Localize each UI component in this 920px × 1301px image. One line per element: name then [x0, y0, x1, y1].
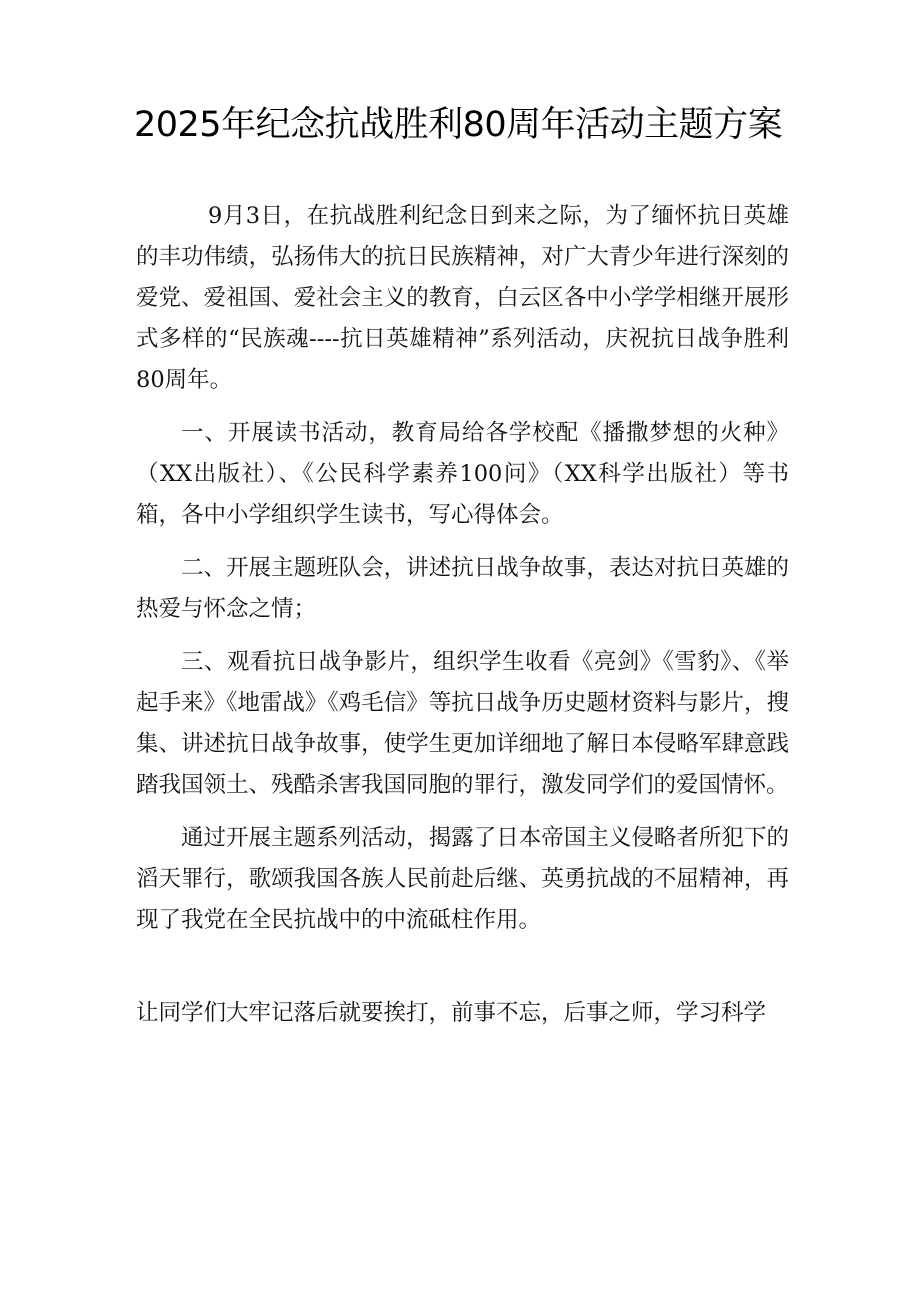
document-title: 2025年纪念抗战胜利80周年活动主题方案 — [134, 105, 783, 145]
paragraph-intro: 9月3日，在抗战胜利纪念日到来之际，为了缅怀抗日英雄的丰功伟绩，弘扬伟大的抗日民族精神，对广大青少年进行深刻的爱党、爱祖国、爱社会主义的教育，白云区各中小学学相继开展形式多样的“民族魂----抗日英雄精神”系列活动，庆祝抗日战争胜利80周年。 — [136, 203, 789, 393]
document-body — [136, 196, 789, 1046]
paragraph-closing: 让同学们大牢记落后就要挨打，前事不忘，后事之师，学习科学 — [136, 1000, 767, 1026]
paragraph-summary: 通过开展主题系列活动，揭露了日本帝国主义侵略者所犯下的滔天罪行，歌颂我国各族人民前赴后继、英勇抗战的不屈精神，再现了我党在全民抗战中的中流砥柱作用。 — [136, 825, 789, 933]
paragraph-film-viewing: 三、观看抗日战争影片，组织学生收看《亮剑》《雪豹》、《举起手来》《地雷战》《鸡毛信》等抗日战争历史题材资料与影片，搜集、讲述抗日战争故事，使学生更加详细地了解日本侵略军肆意践踏我国领土、残酷杀害我国同胞的罪行，激发同学们的爱国情怀。 — [136, 649, 789, 798]
paragraph-class-meeting: 二、开展主题班队会，讲述抗日战争故事，表达对抗日英雄的热爱与怀念之情； — [136, 555, 789, 622]
paragraph-reading-activity: 一、开展读书活动，教育局给各学校配《播撒梦想的火种》（XX出版社）、《公民科学素养100问》（XX科学出版社）等书箱，各中小学组织学生读书，写心得体会。 — [136, 420, 789, 528]
